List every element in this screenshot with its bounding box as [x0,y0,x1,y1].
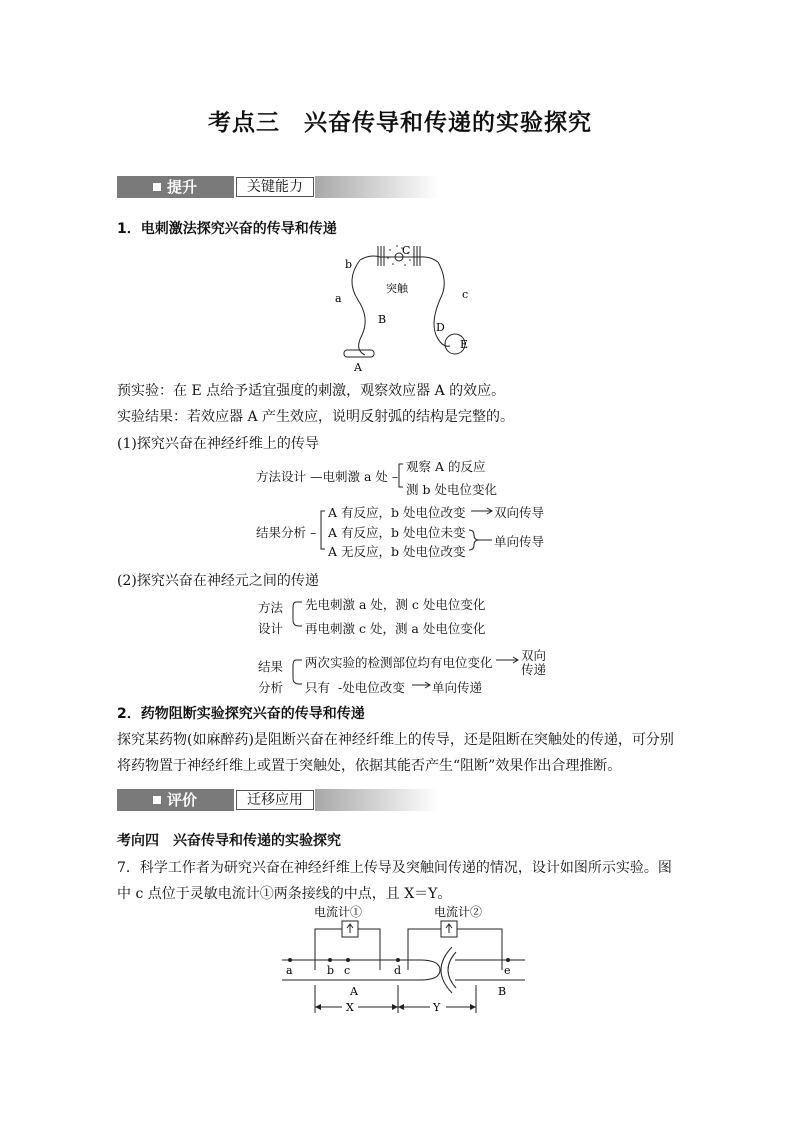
square-bullet-icon [153,796,161,804]
length-X-label: X [346,1001,354,1014]
subheading-1: (1)探究兴奋在神经纤维上的传导 [117,436,319,452]
point-e: e [504,964,511,977]
banner-label: 关键能力 [236,177,314,197]
pre-result-text: 实验结果：若效应器 A 产生效应，说明反射弧的结构是完整的。 [117,409,515,425]
banner-fade [315,176,439,198]
d1-brackets [256,456,576,560]
fig1-label-A: A [354,361,362,374]
page-title: 考点三 兴奋传导和传递的实验探究 [208,110,592,136]
d2-result-1: 两次实验的检测部位均有电位变化 [305,655,493,670]
d2-result-2a: 只有 [305,680,331,695]
d2-method-b: 设计 [258,621,284,636]
d1-outcome-1: 双向传导 [494,505,545,520]
meter1-label: 电流计① [314,905,363,919]
flow-diagram-2 [256,594,576,694]
d1-result-2: A 有反应，b 处电位未变 [328,525,466,540]
length-Y-label: Y [433,1001,441,1014]
point-a: a [286,964,293,977]
d2-method-a: 方法 [258,600,284,615]
fig1-label-synapse: 突触 [386,282,408,295]
banner-tag-text: 评价 [167,791,198,809]
fig1-label-b: b [345,258,353,271]
fig1-label-c: c [462,288,469,301]
pre-experiment-text: 预实验：在 E 点给予适宜强度的刺激，观察效应器 A 的效应。 [117,383,506,399]
fig1-label-a: a [335,292,342,305]
d1-method-2: 测 b 处电位变化 [406,482,497,497]
banner-label: 迁移应用 [236,790,314,810]
fig1-label-D: D [436,321,445,334]
d2-method-1: 先电刺激 a 处，测 c 处电位变化 [305,597,486,612]
d1-method: 方法设计 —电刺激 a 处 – [256,469,399,484]
banner-tag [117,789,234,811]
point-b: b [327,964,335,977]
d1-method-1: 观察 A 的反应 [406,459,486,474]
banner-tag-text: 提升 [167,178,198,196]
section1-heading: 1．电刺激法探究兴奋的传导和传递 [117,221,337,237]
d2-result-a: 结果 [258,659,284,674]
fig1-label-E: E [460,338,469,351]
subheading-2: (2)探究兴奋在神经元之间的传递 [117,573,319,589]
section2-paragraph-1: 探究某药物(如麻醉药)是阻断兴奋在神经纤维上的传导，还是阻断在突触处的传递，可分别 [117,732,674,748]
meter2-label: 电流计② [434,905,483,919]
square-bullet-icon [153,183,161,191]
d1-result-3: A 无反应，b 处电位改变 [328,544,466,559]
fig1-label-B: B [378,313,387,326]
neuron-A-label: A [350,985,358,998]
d1-result-1: A 有反应，b 处电位改变 [328,505,466,520]
galvanometer-figure [280,905,530,1020]
section-banner-evaluate [117,789,439,811]
d1-result: 结果分析 – [256,525,317,540]
fig1-label-C: C [402,244,411,257]
d2-result-b: 分析 [258,680,284,695]
d2-outcome-1b: 传递 [521,662,547,677]
d2-method-2: 再电刺激 c 处，测 a 处电位变化 [305,621,486,636]
d1-outcome-2: 单向传导 [494,534,545,549]
flow-diagram-1 [256,456,576,559]
d2-result-2b: -处电位改变 [338,680,405,695]
point-c: c [344,964,351,977]
neuron-B-label: B [498,985,507,998]
question-line-2: 中 c 点位于灵敏电流计①两条接线的中点，且 X＝Y。 [117,886,452,902]
section2-paragraph-2: 将药物置于神经纤维上或置于突触处，依据其能否产生“阻断”效果作出合理推断。 [117,758,622,774]
question-line-1: 7．科学工作者为研究兴奋在神经纤维上传导及突触间传递的情况，设计如图所示实验。图 [117,860,672,876]
exam-heading: 考向四 兴奋传导和传递的实验探究 [117,833,341,849]
section-banner-improve [117,176,439,198]
reflex-arc-figure [330,240,490,375]
d2-outcome-2: 单向传递 [432,680,483,695]
section2-heading: 2．药物阻断实验探究兴奋的传导和传递 [117,706,365,722]
banner-fade [315,789,439,811]
d2-outcome-1a: 双向 [521,648,547,663]
d2-brackets [256,594,576,698]
banner-tag [117,176,234,198]
point-d: d [394,964,402,977]
